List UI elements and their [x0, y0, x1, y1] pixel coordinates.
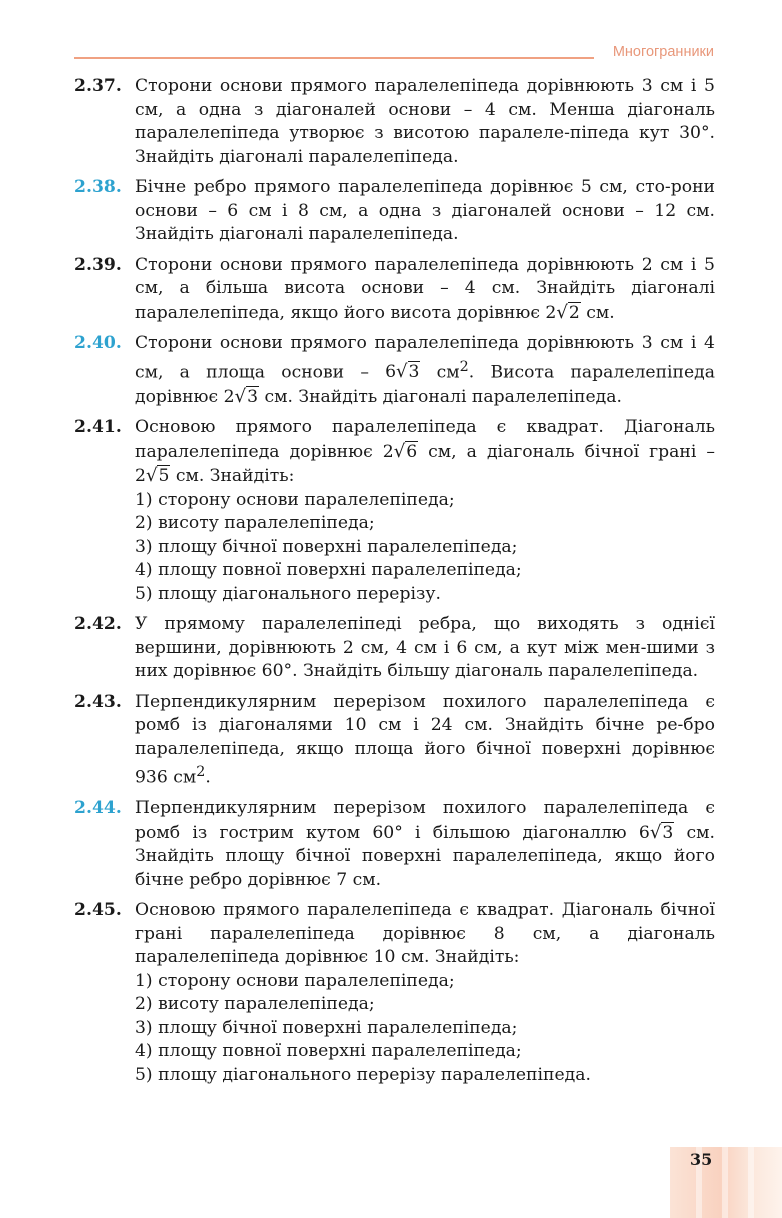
problem-2-43	[74, 691, 715, 791]
problem-number: 2.41.	[74, 417, 122, 438]
problem-number: 2.38.	[74, 177, 122, 197]
problem-text	[135, 176, 715, 247]
radicand: 3	[408, 362, 420, 383]
problem-number: 2.45.	[74, 900, 122, 921]
problem-paragraph	[135, 332, 715, 409]
list-item: 4) площу повної поверхні паралелепіпеда;	[135, 560, 522, 581]
problem-text	[135, 899, 715, 1087]
problem-number: 2.42.	[74, 614, 122, 635]
square-root	[385, 362, 420, 382]
radicand: 5	[158, 466, 170, 487]
root-coefficient: 2	[545, 302, 557, 323]
square-root	[224, 387, 259, 407]
text-run: см, а діагональ бічної грані –	[418, 441, 716, 462]
problem-2-40	[74, 332, 715, 409]
list-item: 5) площу діагонального перерізу паралелепіпеда.	[135, 1064, 591, 1085]
square-root	[135, 466, 170, 486]
text-run: см. Знайдіть площу бічної поверхні паралелепіпеда, якщо його бічне ребро дорівнює 7 см.	[135, 822, 715, 890]
text-run: Сторони основи прямого паралелепіпеда дорівнюють 2 см і 5 см, а більша висота основи – 4 см. Знайдіть діагоналі паралелепіпеда, якщо його висота дорівнює	[135, 254, 715, 323]
problem-paragraph: Основою прямого паралелепіпеда є квадрат. Діагональ бічної грані паралелепіпеда дорівнює 8 см, а діагональ паралелепіпеда дорівнює 10 см. Знайдіть:	[135, 900, 715, 968]
header-rule	[74, 57, 594, 59]
problem-2-44	[74, 797, 715, 892]
problem-list	[74, 75, 715, 1094]
text-run: Перпендикулярним перерізом похилого паралелепіпеда є ромб із гострим кутом 60° і більшою діагоналлю	[135, 798, 715, 843]
problem-2-39	[74, 254, 715, 326]
root-coefficient: 2	[135, 466, 146, 487]
radicand: 3	[247, 386, 258, 407]
radical-sign: √	[145, 465, 158, 487]
root-coefficient: 2	[223, 386, 235, 407]
problem-number: 2.40.	[74, 333, 122, 353]
root-coefficient: 6	[638, 822, 650, 843]
list-item: 2) висоту паралелепіпеда;	[135, 513, 375, 534]
root-coefficient: 2	[382, 441, 394, 462]
text-run: Сторони основи прямого паралелепіпеда дорівнюють 3 см і 4 см, а площа основи –	[135, 333, 715, 383]
text-run: см. Знайдіть:	[170, 466, 295, 487]
list-item: 5) площу діагонального перерізу.	[135, 583, 441, 604]
radicand: 3	[662, 822, 674, 843]
text-run: см. Знайдіть діагоналі паралелепіпеда.	[259, 386, 622, 407]
radical-sign: √	[396, 361, 408, 383]
problem-text	[135, 613, 715, 684]
problem-paragraph	[135, 797, 715, 892]
superscript: 2	[196, 764, 206, 781]
text-run: . Висота паралелепіпеда дорівнює	[135, 362, 715, 407]
problem-text	[135, 254, 715, 326]
problem-paragraph	[135, 254, 715, 326]
list-item: 1) сторону основи паралелепіпеда;	[135, 970, 455, 991]
radical-sign: √	[556, 301, 568, 323]
list-item: 2) висоту паралелепіпеда;	[135, 994, 375, 1015]
superscript: 2	[459, 358, 469, 375]
problem-text	[135, 691, 715, 791]
radical-sign: √	[234, 385, 247, 407]
list-item: 3) площу бічної поверхні паралелепіпеда;	[135, 1017, 518, 1038]
corner-stripe	[722, 1147, 728, 1218]
problem-text	[135, 75, 715, 169]
text-run: .	[205, 767, 211, 788]
problem-paragraph: У прямому паралелепіпеді ребра, що виходять з однієї вершини, дорівнюють 2 см, 4 см і 6 см, а кут між мен-шими з них дорівнює 60°. Знайдіть більшу діагональ паралелепіпеда.	[135, 614, 715, 682]
text-run: см.	[580, 302, 615, 323]
problem-text	[135, 797, 715, 892]
problem-text	[135, 332, 715, 409]
text-run: Основою прямого паралелепіпеда є квадрат. Діагональ паралелепіпеда дорівнює	[135, 417, 715, 462]
problem-paragraph: Сторони основи прямого паралелепіпеда дорівнюють 3 см і 5 см, а одна з діагоналей основи – 4 см. Менша діагональ паралелепіпеда утворює з висотою паралеле-піпеда кут 30°. Знайдіть діагоналі паралелепіпеда.	[135, 76, 715, 167]
problem-2-45	[74, 899, 715, 1087]
problem-number: 2.43.	[74, 691, 122, 712]
problem-2-38	[74, 176, 715, 247]
problem-2-42	[74, 613, 715, 684]
list-item: 4) площу повної поверхні паралелепіпеда;	[135, 1041, 522, 1062]
problem-number: 2.44.	[74, 798, 122, 819]
problem-paragraph	[135, 691, 715, 791]
problem-number: 2.37.	[74, 76, 122, 96]
radical-sign: √	[393, 440, 406, 462]
text-run: см	[420, 362, 460, 383]
problem-paragraph	[135, 416, 715, 489]
page-number: 35	[690, 1150, 713, 1169]
problem-text	[135, 416, 715, 606]
radicand: 2	[568, 302, 580, 323]
problem-2-37	[74, 75, 715, 169]
list-item: 1) сторону основи паралелепіпеда;	[135, 489, 455, 510]
problem-paragraph: Бічне ребро прямого паралелепіпеда дорівнює 5 см, сто-рони основи – 6 см і 8 см, а одна з діагоналей основи – 12 см. Знайдіть діагоналі паралелепіпеда.	[135, 177, 715, 244]
corner-stripe	[748, 1147, 754, 1218]
section-title: Многогранники	[612, 44, 714, 60]
square-root	[545, 303, 580, 323]
text-run: Перпендикулярним перерізом похилого паралелепіпеда є ромб із діагоналями 10 см і 24 см. Знайдіть бічне ре-бро паралелепіпеда, якщо площа його бічної поверхні дорівнює 936 см	[135, 691, 715, 788]
root-coefficient: 6	[385, 362, 397, 383]
radicand: 6	[406, 441, 418, 462]
problem-2-41	[74, 416, 715, 606]
square-root	[639, 823, 674, 843]
list-item: 3) площу бічної поверхні паралелепіпеда;	[135, 536, 518, 557]
page-corner-decoration	[670, 1147, 782, 1218]
problem-number: 2.39.	[74, 254, 122, 275]
radical-sign: √	[649, 821, 662, 843]
square-root	[383, 442, 418, 462]
